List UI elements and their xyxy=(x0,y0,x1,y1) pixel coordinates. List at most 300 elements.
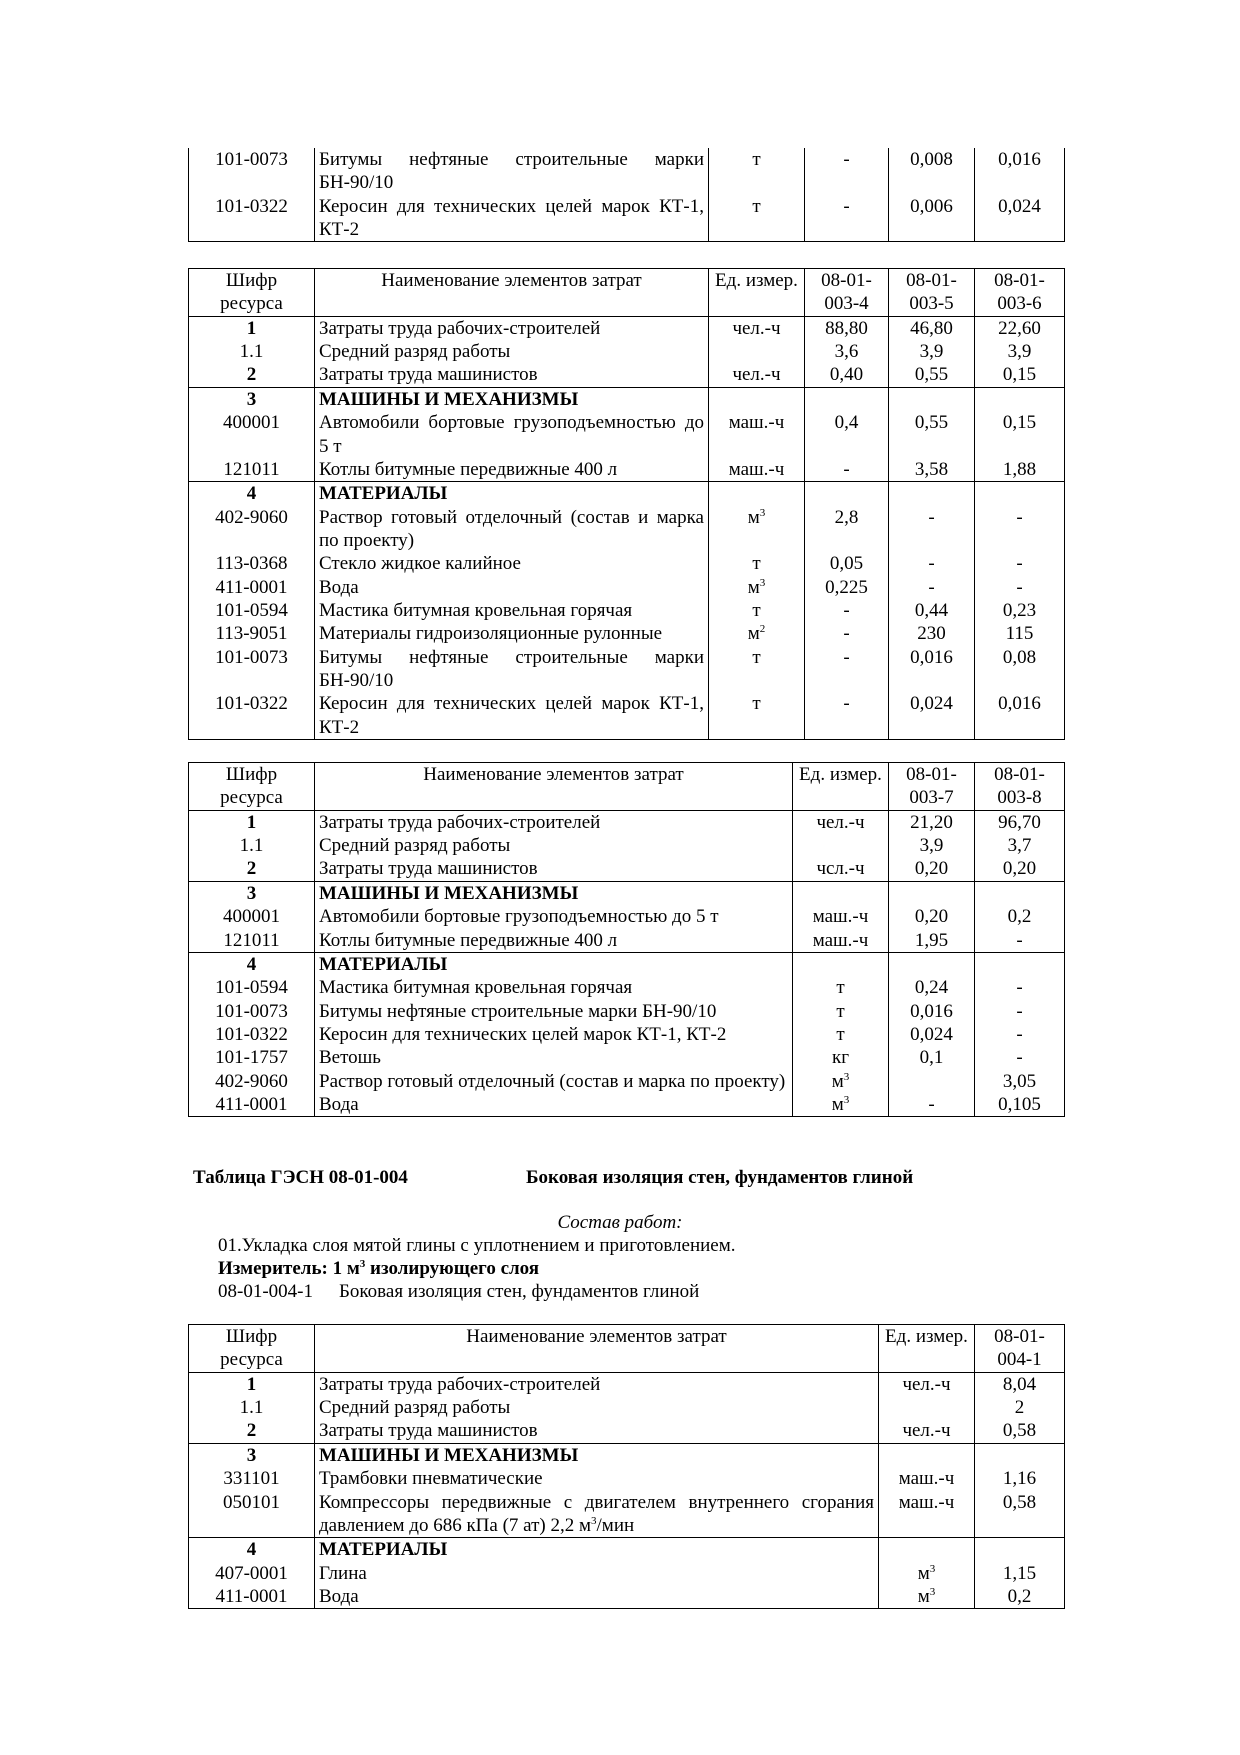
value-cell: 3,9 xyxy=(889,834,975,857)
unit xyxy=(879,1491,975,1538)
section-title: Боковая изоляция стен, фундаментов глиной xyxy=(526,1167,914,1188)
table-row xyxy=(189,148,1065,195)
header-unit: Ед. измер. xyxy=(709,269,805,317)
unit-text: маш.-ч xyxy=(728,458,785,480)
table-row xyxy=(189,552,1065,575)
table-row xyxy=(189,363,1065,387)
header-norm-code: 08-01-003-8 xyxy=(975,763,1065,811)
value-cell: 0,24 xyxy=(889,976,975,999)
table-row xyxy=(189,952,1065,976)
unit-superscript: 3 xyxy=(843,1094,850,1107)
header-code: Шифр ресурса xyxy=(189,763,315,811)
cost-element-name xyxy=(315,363,709,387)
value-cell: 0,58 xyxy=(975,1419,1065,1443)
meter-sup: 3 xyxy=(359,1258,366,1270)
unit-text: т xyxy=(752,693,761,715)
header-norm-code: 08-01-003-5 xyxy=(889,269,975,317)
unit xyxy=(709,363,805,387)
cost-element-text: Ветошь xyxy=(319,1047,381,1069)
value-cell: 0,016 xyxy=(975,148,1065,195)
value-cell: 3,9 xyxy=(975,340,1065,363)
unit xyxy=(793,1023,889,1046)
value-cell: 0,55 xyxy=(889,363,975,387)
cost-element-text: Вода xyxy=(319,1094,359,1116)
unit-superscript: 3 xyxy=(759,506,766,519)
resource-code: 101-1757 xyxy=(189,1046,315,1069)
unit xyxy=(879,1467,975,1490)
header-code: Шифр ресурса xyxy=(189,269,315,317)
cost-element-text: Затраты труда рабочих-строителей xyxy=(319,1373,601,1395)
value-cell xyxy=(889,387,975,411)
unit-text: м xyxy=(917,1585,930,1607)
cost-element-name xyxy=(315,1562,879,1585)
unit-superscript: 3 xyxy=(929,1562,936,1575)
table-header-row xyxy=(189,269,1065,317)
value-cell: 8,04 xyxy=(975,1372,1065,1396)
unit xyxy=(709,340,805,363)
resource-code: 101-0073 xyxy=(189,148,315,195)
value-cell xyxy=(889,1070,975,1093)
unit xyxy=(793,952,889,976)
unit-text: м xyxy=(747,623,760,645)
cost-element-name xyxy=(315,316,709,340)
cost-element-suffix: /мин xyxy=(596,1514,635,1536)
resource-code: 1 xyxy=(189,1372,315,1396)
table-row xyxy=(189,576,1065,599)
cost-element-text: МАШИНЫ И МЕХАНИЗМЫ xyxy=(319,882,579,904)
value-cell: 0,016 xyxy=(975,692,1065,739)
value-cell: - xyxy=(805,195,889,242)
cost-element-name xyxy=(315,458,709,482)
unit-text: т xyxy=(836,1023,845,1045)
value-cell: 2,8 xyxy=(805,506,889,553)
cost-element-text: МАТЕРИАЛЫ xyxy=(319,953,448,975)
value-cell: - xyxy=(975,552,1065,575)
resource-code: 113-0368 xyxy=(189,552,315,575)
value-cell: 0,20 xyxy=(975,857,1065,881)
table-row xyxy=(189,881,1065,905)
value-cell: 0,008 xyxy=(889,148,975,195)
unit: т xyxy=(709,195,805,242)
cost-element-text: Вода xyxy=(319,1585,359,1607)
unit-text: м xyxy=(831,1070,844,1092)
cost-element-name xyxy=(315,692,709,739)
unit xyxy=(793,881,889,905)
cost-element-name xyxy=(315,622,709,645)
unit xyxy=(793,810,889,834)
cost-element-name xyxy=(315,387,709,411)
continuation-table xyxy=(188,148,1065,242)
unit-text: кг xyxy=(831,1047,850,1069)
cost-element-name xyxy=(315,1093,793,1117)
value-cell xyxy=(975,1443,1065,1467)
value-cell: 0,40 xyxy=(805,363,889,387)
value-cell: 0,024 xyxy=(889,1023,975,1046)
cost-element-text: Затраты труда машинистов xyxy=(319,858,538,880)
cost-element-text: Мастика битумная кровельная горячая xyxy=(319,600,633,622)
cost-element-text: Мастика битумная кровельная горячая xyxy=(319,977,633,999)
cost-element-text: Котлы битумные передвижные 400 л xyxy=(319,929,618,951)
resource-code: 101-0322 xyxy=(189,692,315,739)
cost-element-text: Средний разряд работы xyxy=(319,1397,511,1419)
resource-code: 1.1 xyxy=(189,834,315,857)
value-cell: - xyxy=(805,458,889,482)
unit-text: маш.-ч xyxy=(898,1468,955,1490)
value-cell: - xyxy=(805,646,889,693)
cost-element-name xyxy=(315,646,709,693)
unit xyxy=(879,1419,975,1443)
cost-element-name xyxy=(315,599,709,622)
table-row xyxy=(189,1093,1065,1117)
unit-text: маш.-ч xyxy=(812,906,869,928)
resource-code: 331101 xyxy=(189,1467,315,1490)
table-row xyxy=(189,834,1065,857)
value-cell: - xyxy=(975,929,1065,953)
unit-text: чел.-ч xyxy=(732,317,781,339)
resource-code: 113-9051 xyxy=(189,622,315,645)
resource-code: 121011 xyxy=(189,458,315,482)
unit-text: м xyxy=(747,576,760,598)
cost-element-name xyxy=(315,1491,879,1538)
value-cell: 0,006 xyxy=(889,195,975,242)
resource-table-08-01-004-1 xyxy=(188,1324,1065,1609)
resource-code: 101-0594 xyxy=(189,976,315,999)
value-cell: 115 xyxy=(975,622,1065,645)
cost-element-text: Компрессоры передвижные с двигателем внутреннего сгорания давлением до 686 кПа (7 ат) 2,2 м xyxy=(319,1491,874,1536)
resource-code: 3 xyxy=(189,881,315,905)
table-row xyxy=(189,646,1065,693)
norm-line xyxy=(218,1280,699,1303)
cost-element-text: Затраты труда машинистов xyxy=(319,364,538,386)
unit xyxy=(709,506,805,553)
resource-code: 411-0001 xyxy=(189,576,315,599)
table-row xyxy=(189,1585,1065,1609)
value-cell: 230 xyxy=(889,622,975,645)
value-cell: 0,20 xyxy=(889,857,975,881)
unit xyxy=(793,1000,889,1023)
value-cell: 3,58 xyxy=(889,458,975,482)
unit xyxy=(793,834,889,857)
unit-text: маш.-ч xyxy=(812,929,869,951)
cost-element-text: МАТЕРИАЛЫ xyxy=(319,483,448,505)
composition-heading: Состав работ: xyxy=(557,1212,683,1233)
cost-element-name xyxy=(315,1023,793,1046)
cost-element-text: Автомобили бортовые грузоподъемностью до 5 т xyxy=(319,906,719,928)
value-cell: 0,105 xyxy=(975,1093,1065,1117)
cost-element-text: Затраты труда рабочих-строителей xyxy=(319,811,601,833)
cost-element-name xyxy=(315,857,793,881)
unit-text: чел.-ч xyxy=(732,364,781,386)
cost-element-name xyxy=(315,881,793,905)
cost-element-text: Керосин для технических целей марок КТ-1, КТ-2 xyxy=(319,693,704,738)
table-row xyxy=(189,622,1065,645)
table-row xyxy=(189,1372,1065,1396)
cost-element-name xyxy=(315,1419,879,1443)
work-item: 01.Укладка слоя мятой глины с уплотнением и приготовлением. xyxy=(218,1235,736,1256)
value-cell xyxy=(975,952,1065,976)
unit-text: маш.-ч xyxy=(728,412,785,434)
resource-code: 1.1 xyxy=(189,340,315,363)
cost-element-text: Автомобили бортовые грузоподъемностью до 5 т xyxy=(319,412,704,457)
header-unit: Ед. измер. xyxy=(793,763,889,811)
resource-code: 402-9060 xyxy=(189,1070,315,1093)
unit-text: чел.-ч xyxy=(902,1373,951,1395)
resource-table-08-01-003-7-8 xyxy=(188,762,1065,1117)
cost-element-text: Затраты труда машинистов xyxy=(319,1420,538,1442)
value-cell: 0,58 xyxy=(975,1491,1065,1538)
table-row xyxy=(189,506,1065,553)
cost-element-text: Глина xyxy=(319,1562,367,1584)
unit xyxy=(793,905,889,928)
cost-element-name xyxy=(315,1467,879,1490)
value-cell: 96,70 xyxy=(975,810,1065,834)
cost-element-name xyxy=(315,482,709,506)
unit-text: м xyxy=(917,1562,930,1584)
unit xyxy=(793,929,889,953)
resource-code: 101-0073 xyxy=(189,646,315,693)
value-cell xyxy=(975,881,1065,905)
value-cell: 2 xyxy=(975,1396,1065,1419)
table-header-row xyxy=(189,763,1065,811)
table-row xyxy=(189,411,1065,458)
table-row xyxy=(189,458,1065,482)
unit xyxy=(879,1538,975,1562)
table-row xyxy=(189,195,1065,242)
table-row xyxy=(189,1491,1065,1538)
cost-element-text: Раствор готовый отделочный (состав и марка по проекту) xyxy=(319,506,704,551)
cost-element-name xyxy=(315,1046,793,1069)
unit xyxy=(793,1070,889,1093)
resource-code: 2 xyxy=(189,857,315,881)
value-cell: 0,2 xyxy=(975,905,1065,928)
table-row xyxy=(189,905,1065,928)
value-cell: 0,05 xyxy=(805,552,889,575)
table-row xyxy=(189,1419,1065,1443)
value-cell xyxy=(889,881,975,905)
cost-element-name xyxy=(315,905,793,928)
unit-text: т xyxy=(836,977,845,999)
section-table-id: Таблица ГЭСН 08-01-004 xyxy=(193,1167,408,1188)
cost-element-text: Затраты труда рабочих-строителей xyxy=(319,317,601,339)
value-cell xyxy=(975,482,1065,506)
unit xyxy=(709,646,805,693)
resource-code: 050101 xyxy=(189,1491,315,1538)
unit xyxy=(709,692,805,739)
resource-code: 4 xyxy=(189,482,315,506)
table-row xyxy=(189,976,1065,999)
value-cell: - xyxy=(805,599,889,622)
header-name: Наименование элементов затрат xyxy=(315,269,709,317)
unit xyxy=(709,482,805,506)
cost-element-name xyxy=(315,834,793,857)
cost-element-text: Стекло жидкое калийное xyxy=(319,553,521,575)
cost-element-text: Средний разряд работы xyxy=(319,341,511,363)
table-row xyxy=(189,929,1065,953)
cost-element-name xyxy=(315,506,709,553)
value-cell: 3,7 xyxy=(975,834,1065,857)
value-cell xyxy=(805,387,889,411)
unit xyxy=(879,1562,975,1585)
unit-text: маш.-ч xyxy=(898,1491,955,1513)
resource-code: 2 xyxy=(189,1419,315,1443)
resource-code: 400001 xyxy=(189,411,315,458)
cost-element-name xyxy=(315,1000,793,1023)
value-cell: 3,05 xyxy=(975,1070,1065,1093)
value-cell: 88,80 xyxy=(805,316,889,340)
value-cell: 0,016 xyxy=(889,646,975,693)
cost-element-text: Вода xyxy=(319,576,359,598)
cost-element-name xyxy=(315,1443,879,1467)
unit xyxy=(879,1585,975,1609)
cost-element-name: Керосин для технических целей марок КТ-1, КТ-2 xyxy=(315,195,709,242)
header-norm-code: 08-01-003-6 xyxy=(975,269,1065,317)
unit-text: т xyxy=(752,553,761,575)
resource-code: 101-0322 xyxy=(189,1023,315,1046)
value-cell: 0,1 xyxy=(889,1046,975,1069)
value-cell xyxy=(889,482,975,506)
unit-text: т xyxy=(752,646,761,668)
value-cell: 0,2 xyxy=(975,1585,1065,1609)
cost-element-text: Трамбовки пневматические xyxy=(319,1468,543,1490)
value-cell: 0,016 xyxy=(889,1000,975,1023)
cost-element-name xyxy=(315,976,793,999)
resource-code: 3 xyxy=(189,387,315,411)
unit xyxy=(793,976,889,999)
cost-element-text: МАТЕРИАЛЫ xyxy=(319,1539,448,1561)
value-cell: 21,20 xyxy=(889,810,975,834)
table-row xyxy=(189,1562,1065,1585)
resource-table-08-01-003-4-6 xyxy=(188,268,1065,740)
resource-code: 411-0001 xyxy=(189,1093,315,1117)
resource-code: 2 xyxy=(189,363,315,387)
value-cell xyxy=(975,1538,1065,1562)
unit xyxy=(793,857,889,881)
cost-element-name: Битумы нефтяные строительные марки БН-90/10 xyxy=(315,148,709,195)
header-name: Наименование элементов затрат xyxy=(315,1325,879,1373)
table-row xyxy=(189,1070,1065,1093)
value-cell: 3,9 xyxy=(889,340,975,363)
unit-text: чел.-ч xyxy=(902,1420,951,1442)
resource-code: 101-0073 xyxy=(189,1000,315,1023)
meter-line xyxy=(218,1257,539,1280)
value-cell: - xyxy=(805,692,889,739)
superscript: 3 xyxy=(591,1514,597,1527)
unit-text: м xyxy=(747,506,760,528)
value-cell: 0,024 xyxy=(889,692,975,739)
unit-superscript: 3 xyxy=(843,1070,850,1083)
resource-code: 101-0322 xyxy=(189,195,315,242)
value-cell: - xyxy=(889,1093,975,1117)
value-cell xyxy=(889,952,975,976)
header-code: Шифр ресурса xyxy=(189,1325,315,1373)
unit-superscript: 3 xyxy=(759,576,766,589)
unit xyxy=(709,599,805,622)
unit xyxy=(709,387,805,411)
resource-code: 411-0001 xyxy=(189,1585,315,1609)
cost-element-name xyxy=(315,552,709,575)
unit-text: м xyxy=(831,1094,844,1116)
unit-text: т xyxy=(836,1000,845,1022)
cost-element-name xyxy=(315,810,793,834)
resource-code: 1 xyxy=(189,810,315,834)
resource-code: 101-0594 xyxy=(189,599,315,622)
resource-code: 400001 xyxy=(189,905,315,928)
value-cell: 1,95 xyxy=(889,929,975,953)
resource-code: 1.1 xyxy=(189,1396,315,1419)
value-cell: - xyxy=(889,552,975,575)
cost-element-name xyxy=(315,576,709,599)
value-cell: 0,08 xyxy=(975,646,1065,693)
unit-text: чсл.-ч xyxy=(816,858,865,880)
value-cell: 0,55 xyxy=(889,411,975,458)
meter-prefix: Измеритель: 1 м xyxy=(218,1258,360,1279)
header-norm-code: 08-01-003-4 xyxy=(805,269,889,317)
unit xyxy=(709,622,805,645)
cost-element-text: Керосин для технических целей марок КТ-1, КТ-2 xyxy=(319,1023,727,1045)
unit xyxy=(793,1046,889,1069)
header-norm-code: 08-01-004-1 xyxy=(975,1325,1065,1373)
value-cell: 0,23 xyxy=(975,599,1065,622)
meter-suffix: изолирующего слоя xyxy=(365,1258,540,1279)
table-row xyxy=(189,810,1065,834)
table-row xyxy=(189,1467,1065,1490)
cost-element-name xyxy=(315,1372,879,1396)
cost-element-text: Материалы гидроизоляционные рулонные xyxy=(319,623,663,645)
unit xyxy=(793,1093,889,1117)
unit: т xyxy=(709,148,805,195)
unit-text: т xyxy=(752,600,761,622)
value-cell: 0,024 xyxy=(975,195,1065,242)
value-cell: 3,6 xyxy=(805,340,889,363)
table-row xyxy=(189,340,1065,363)
cost-element-text: Котлы битумные передвижные 400 л xyxy=(319,458,618,480)
value-cell: - xyxy=(975,1000,1065,1023)
value-cell: - xyxy=(975,1023,1065,1046)
table-row xyxy=(189,1443,1065,1467)
resource-code: 4 xyxy=(189,1538,315,1562)
value-cell: - xyxy=(975,1046,1065,1069)
cost-element-name xyxy=(315,1070,793,1093)
value-cell: 0,4 xyxy=(805,411,889,458)
unit xyxy=(709,552,805,575)
unit xyxy=(709,316,805,340)
value-cell: - xyxy=(805,622,889,645)
table-row xyxy=(189,1000,1065,1023)
table-row xyxy=(189,599,1065,622)
header-name: Наименование элементов затрат xyxy=(315,763,793,811)
value-cell: - xyxy=(889,506,975,553)
table-row xyxy=(189,1023,1065,1046)
value-cell: 0,20 xyxy=(889,905,975,928)
table-row xyxy=(189,857,1065,881)
norm-name: Боковая изоляция стен, фундаментов глиной xyxy=(338,1281,700,1302)
value-cell: - xyxy=(889,576,975,599)
unit-superscript: 3 xyxy=(929,1585,936,1598)
table-header-row xyxy=(189,1325,1065,1373)
table-row xyxy=(189,692,1065,739)
cost-element-text: МАШИНЫ И МЕХАНИЗМЫ xyxy=(319,1444,579,1466)
value-cell xyxy=(805,482,889,506)
table-row xyxy=(189,387,1065,411)
table-row xyxy=(189,316,1065,340)
value-cell: - xyxy=(975,576,1065,599)
resource-code: 407-0001 xyxy=(189,1562,315,1585)
cost-element-text: Битумы нефтяные строительные марки БН-90/10 xyxy=(319,646,704,692)
unit xyxy=(709,576,805,599)
unit xyxy=(879,1443,975,1467)
value-cell: 0,15 xyxy=(975,411,1065,458)
cost-element-text: Битумы нефтяные строительные марки БН-90/10 xyxy=(319,1000,717,1022)
